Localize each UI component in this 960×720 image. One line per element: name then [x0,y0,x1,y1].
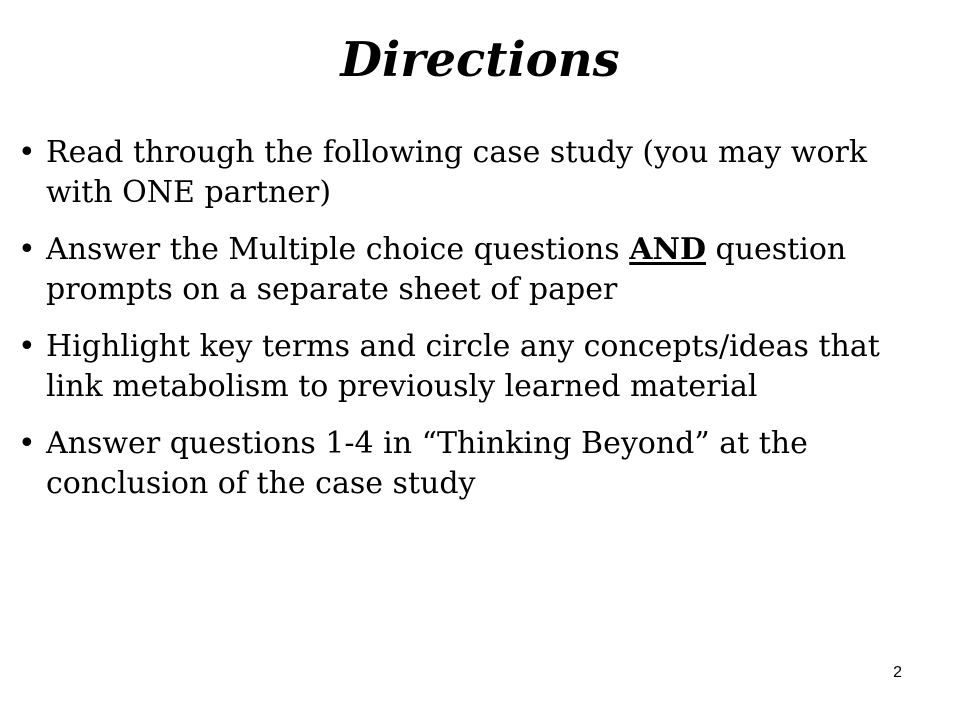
direction-item-read [18,133,943,213]
direction-item-highlight [18,327,943,407]
bullet-icon: • [18,232,36,267]
page-number: 2 [893,664,902,681]
direction-text: Answer questions 1-4 in “Thinking Beyond” at the conclusion of the case study [46,426,808,501]
direction-item-answer-mc [18,230,943,310]
direction-text-before: Answer the Multiple choice questions [46,232,630,267]
direction-text: Highlight key terms and circle any concepts/ideas that link metabolism to previously learned material [46,329,880,404]
direction-emphasis: AND [629,232,706,267]
bullet-icon: • [18,329,36,364]
slide-title: Directions [340,32,620,88]
directions-list [18,133,943,521]
direction-text: Read through the following case study (you may work with ONE partner) [46,135,868,210]
bullet-icon: • [18,426,36,461]
bullet-icon: • [18,135,36,170]
direction-text-after: question prompts on a separate sheet of paper [46,232,847,307]
direction-item-thinking-beyond [18,424,943,504]
